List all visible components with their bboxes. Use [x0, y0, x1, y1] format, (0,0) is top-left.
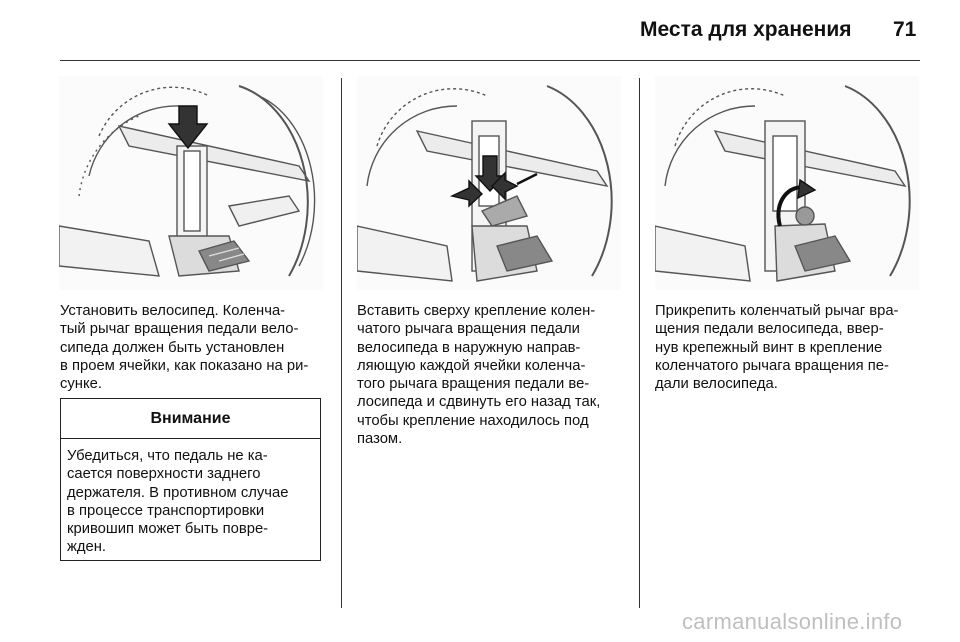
bicycle-pedal-insert-illustration [59, 76, 323, 290]
step-1-text: Установить велосипед. Коленча- тый рычаг вращения педали вело- сипеда должен быть установлен в проем ячейки, как показано на ри- сунке. [60, 303, 309, 393]
warning-box [60, 398, 321, 561]
page-title: Места для хранения [640, 18, 852, 41]
pedal-clamp-slide-illustration [357, 76, 621, 290]
warning-text: Убедиться, что педаль не ка- сается поверхности заднего держателя. В противном случае в процессе транспортировки кривошип может быть повре- жден. [67, 448, 289, 556]
pedal-screw-tighten-illustration [655, 76, 919, 290]
header-divider [60, 60, 920, 61]
column-divider [341, 78, 342, 608]
column-divider [639, 78, 640, 608]
watermark: carmanualsonline.info [682, 609, 903, 634]
warning-title: Внимание [61, 399, 320, 439]
step-3-text: Прикрепить коленчатый рычаг вра- щения педали велосипеда, ввер- нув крепежный винт в крепление коленчатого рычага вращения пе- дали велосипеда. [655, 303, 899, 393]
step-2-text: Вставить сверху крепление колен- чатого рычага вращения педали велосипеда в наружную направ- ляющую каждой ячейки коленча- того рычага вращения педали ве- лосипеда и сдвинуть его назад так, чтобы крепление находилось под пазом. [357, 303, 601, 448]
page-number: 71 [893, 18, 917, 41]
